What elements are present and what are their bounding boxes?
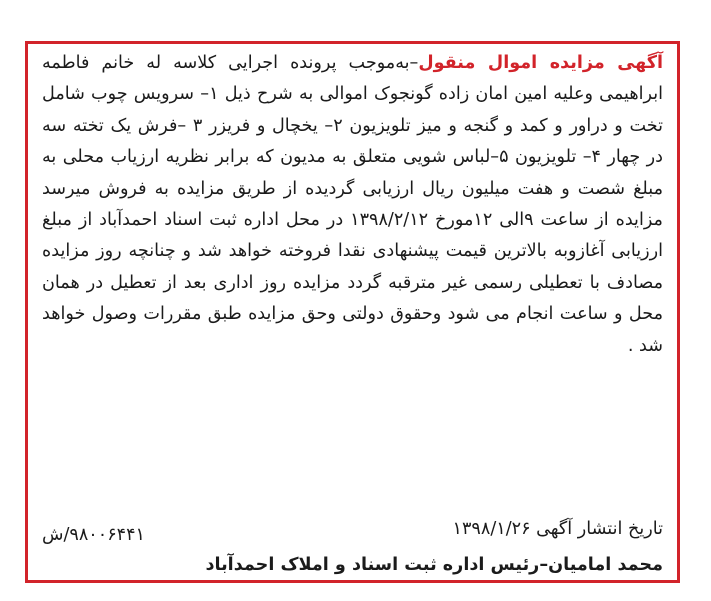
notice-text: –به‌موجب پرونده اجرایی کلاسه له خانم فاطمه ابراهیمی وعلیه امین امان زاده گونجوک اموالی به شرح ذیل ۱– سرویس چوب شامل تخت و دراور و کمد و گنجه و میز تلویزیون ۲– یخچال و فریزر ۳ –فرش یک تخته سه در چهار ۴– تلویزیون ۵–لباس شویی متعلق به مدیون که برابر نظریه ارزیاب محلی به مبلغ شصت و هفت میلیون ریال ارزیابی گردیده از طریق مزایده به فروش میرسد مزایده از ساعت ۹الی ۱۲مورخ ۱۳۹۸/۲/۱۲ در محل اداره ثبت اسناد احمدآباد از مبلغ ارزیابی آغازوبه بالاترین قیمت پیشنهادی نقدا فروخته خواهد شد و چنانچه روز مزایده مصادف با تعطیلی رسمی غیر مترقبه گردد مزایده روز اداری بعد از تعطیل در همان محل و ساعت انجام می شود وحقوق دولتی وحق مزایده طبق مقررات وصول خواهد شد . (42, 53, 664, 356)
reference-number: ۹۸۰۰۶۴۴۱/ش (42, 525, 146, 545)
notice-body (42, 48, 663, 362)
notice-title: آگهی مزایده اموال منقول (418, 53, 663, 73)
signature: محمد امامیان–رئیس اداره ثبت اسناد و املاک احمدآباد (205, 555, 663, 575)
notice-footer (42, 513, 663, 545)
publish-date: تاریخ انتشار آگهی ۱۳۹۸/۱/۲۶ (452, 519, 663, 539)
notice-frame (25, 41, 680, 583)
